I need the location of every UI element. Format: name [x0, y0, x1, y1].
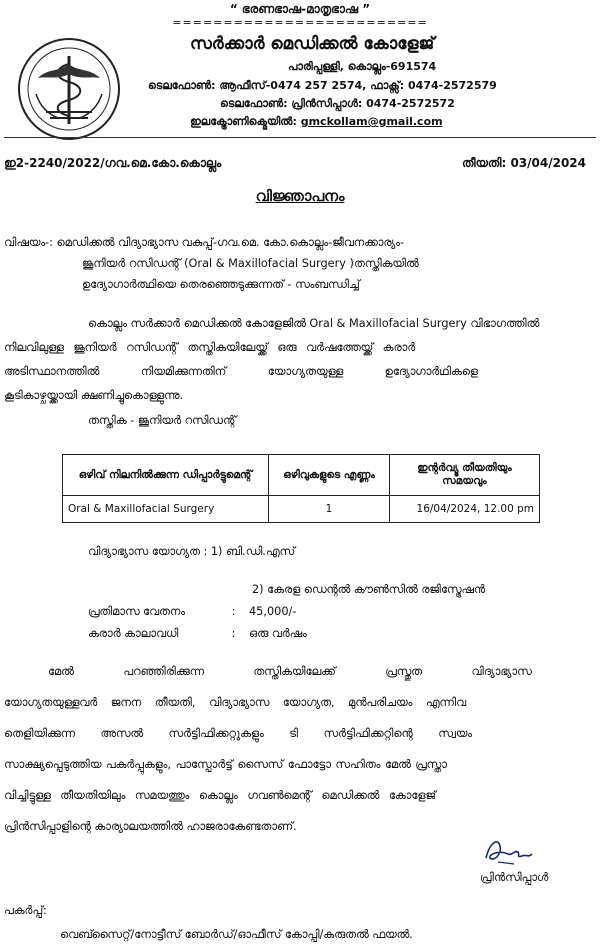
signatory-title: പ്രിൻസിപ്പാൾ	[480, 871, 549, 884]
post-name: തസ്തിക - ജൂനിയർ റസിഡന്റ്	[88, 414, 237, 427]
paragraph-line: വിച്ചിട്ടുള്ള തീയതിയിലും സമയത്തും കൊല്ലം ഗവൺമെന്റ് മെഡിക്കൽ കോളേജ്	[4, 789, 436, 802]
paragraph-line: സാക്ഷ്യപ്പെടുത്തിയ പകർപ്പുകളും, പാസ്പോർട്ട് സൈസ് ഫോട്ടോ സഹിതം മേൽ പ്രസ്താ	[4, 758, 447, 771]
qualification-1: 1) ബി.ഡി.എസ്	[210, 545, 295, 558]
header-divider	[4, 137, 596, 138]
salary-label: പ്രതിമാസ വേതനം	[88, 605, 186, 618]
email-label: ഇലക്ട്രോണിക്മെയിൽ:	[190, 115, 297, 128]
paragraph-line: പ്രിൻസിപ്പാളിന്റെ കാര്യാലയത്തിൽ ഹാജരാകേണ്ടതാണ്.	[4, 820, 297, 833]
college-address: പാരിപ്പള്ളി, കൊല്ലം-691574	[288, 60, 437, 73]
salary-row	[88, 605, 296, 619]
qualification-2: 2) കേരള ഡെന്റൽ കൗൺസിൽ രജിസ്ട്രേഷൻ	[252, 583, 485, 596]
college-emblem-icon	[14, 34, 124, 144]
cell-interview: 16/04/2024, 12.00 pm	[390, 496, 540, 523]
subject-line: ഉദ്യോഗാർത്ഥിയെ തെരഞ്ഞെടുക്കുന്നത് - സംബന്ധിച്ച്	[82, 278, 360, 291]
paragraph-line: കൂടികാഴ്ചയ്ക്കായി ക്ഷണിച്ചുകൊള്ളുന്നു.	[4, 389, 184, 402]
email-line	[190, 115, 443, 129]
paragraph-line: മേൽ പറഞ്ഞിരിക്കുന്ന തസ്തികയിലേക്ക് പ്രസ്തുത വിദ്യാഭ്യാസ	[48, 665, 532, 678]
paragraph-1	[4, 312, 539, 408]
term-sep: :	[231, 627, 236, 640]
email-link[interactable]: gmckollam@gmail.com	[300, 115, 443, 128]
column-header-department: ഒഴിവ് നിലനിൽക്കുന്ന ഡിപ്പാർട്ടുമെന്റ്	[63, 455, 269, 496]
subject-block	[4, 232, 419, 295]
subject-line: വിഷയം-: മെഡിക്കൽ വിദ്യാഭ്യാസ വകുപ്പ്-ഗവ.മെ. കോ.കൊല്ലം-ജീവനക്കാര്യം-	[4, 236, 405, 249]
column-header-interview: ഇന്റർവ്യൂ തീയതിയും സമയവും	[390, 455, 540, 496]
principal-phone: ടെലഫോൺ: പ്രിൻസിപ്പാൾ: 0474-2572572	[220, 97, 455, 110]
salary-sep: :	[231, 605, 236, 618]
header-separator: =========================	[172, 16, 428, 29]
paragraph-line: അടിസ്ഥാനത്തിൽ നിയമിക്കുന്നതിന് യോഗ്യതയുള്ള ഉദ്യോഗാർഥികളെ	[4, 365, 478, 378]
cell-department: Oral & Maxillofacial Surgery	[63, 496, 269, 523]
vacancy-table	[62, 454, 540, 523]
motto: “ ഭരണഭാഷ-മാതൃഭാഷ ”	[229, 2, 371, 16]
notice-title: വിജ്ഞാപനം	[255, 187, 345, 205]
cell-vacancies: 1	[269, 496, 390, 523]
column-header-vacancies: ഒഴിവുകളുടെ എണ്ണം	[269, 455, 390, 496]
paragraph-line: തെളിയിക്കുന്ന അസൽ സർട്ടിഫിക്കറ്റുകളും ടി സർട്ടിഫിക്കറ്റിന്റെ സ്വയം	[4, 727, 473, 740]
reference-number: ഇ2-2240/2022/ഗവ.മെ.കോ.കൊല്ലം	[4, 156, 222, 170]
copy-label: പകർപ്പ്:	[4, 904, 47, 917]
paragraph-line: യോഗ്യതയുള്ളവർ ജനന തീയതി, വിദ്യാഭ്യാസ യോഗ്യത, മുൻപരിചയം എന്നിവ	[4, 696, 467, 709]
qualification-label: വിദ്യാഭ്യാസ യോഗ്യത :	[88, 545, 208, 558]
term-value: ഒരു വർഷം	[249, 627, 307, 640]
term-row	[88, 627, 307, 641]
subject-line: ജൂനിയർ റസിഡന്റ് (Oral & Maxillofacial Surgery )തസ്തികയിൽ	[82, 257, 419, 270]
paragraph-line: നിലവിലുള്ള ജൂനിയർ റസിഡന്റ് തസ്തികയിലേയ്ക്ക് ഒരു വർഷത്തേയ്ക്ക് കരാർ	[4, 341, 416, 354]
term-label: കരാർ കാലാവധി	[88, 627, 179, 640]
office-phone: ടെലഫോൺ: ആഫീസ്-0474 257 2574, ഫാക്സ്: 0474-2572579	[148, 79, 497, 92]
date-value: 03/04/2024	[510, 156, 586, 170]
table-header-row	[63, 455, 540, 496]
college-name: സർക്കാർ മെഡിക്കൽ കോളേജ്	[190, 34, 435, 54]
notice-date	[462, 156, 586, 171]
table-row	[63, 496, 540, 523]
copy-recipients: വെബ്സൈറ്റ്/നോട്ടീസ് ബോർഡ്/ഓഫീസ് കോപ്പി/കരുതൽ ഫയൽ.	[60, 928, 413, 941]
salary-value: 45,000/-	[249, 605, 297, 618]
date-label: തീയതി:	[462, 156, 507, 170]
paragraph-2	[4, 656, 532, 842]
paragraph-line: കൊല്ലം സർക്കാർ മെഡിക്കൽ കോളേജിൽ Oral & Maxillofacial Surgery വിഭാഗത്തിൽ	[88, 317, 540, 330]
qualification-row	[88, 545, 295, 559]
signature-icon	[478, 832, 538, 870]
